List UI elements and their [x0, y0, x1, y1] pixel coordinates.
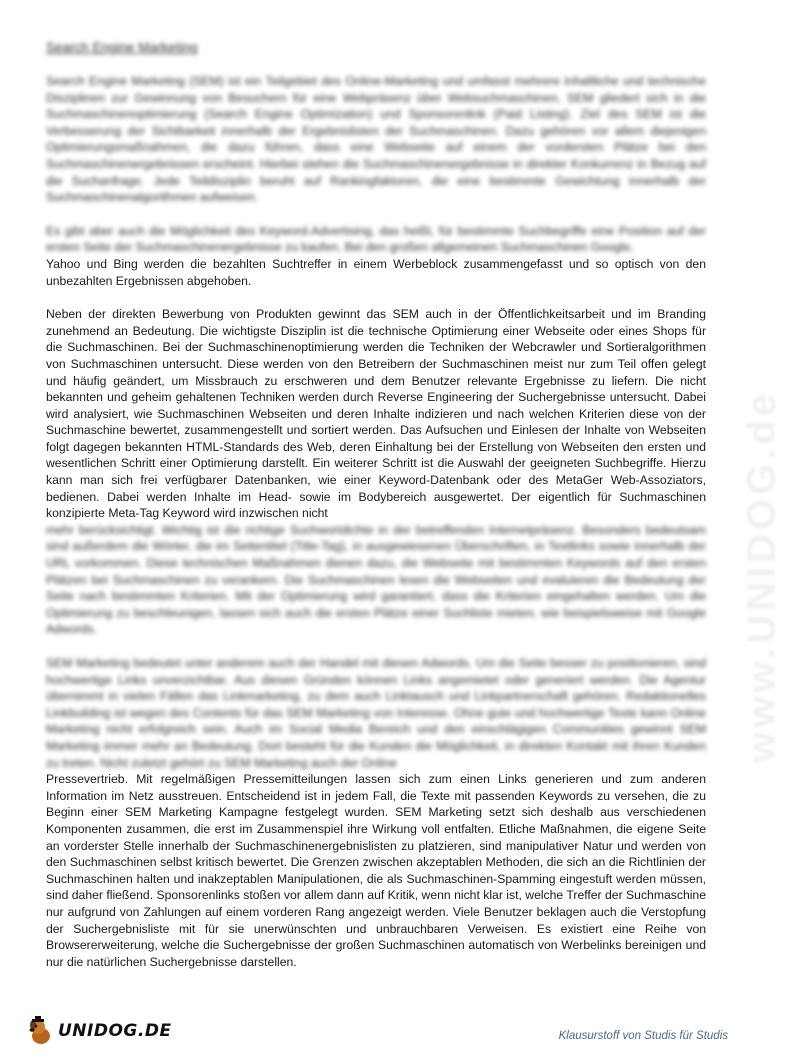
document-page [46, 40, 706, 970]
footer-slogan: Klausurstoff von Studis für Studis [558, 1030, 728, 1042]
watermark: www.UNIDOG.de [740, 390, 784, 763]
unidog-logo [28, 1016, 172, 1046]
paragraph-3-clear: Neben der direkten Bewerbung von Produkten gewinnt das SEM auch in der Öffentlichkeitsarbeit und im Branding zunehmend an Bedeutung. Die wichtigste Disziplin ist die technische Optimierung einer Webseite oder eines Shops für die Suchmaschinen. Bei der Suchmaschinenoptimierung werden die Techniken der Webcrawler und Sortieralgorithmen von Suchmaschinen untersucht. Diese werden von den Betreibern der Suchmaschinen meist nur zum Teil offen gelegt und häufig geändert, um Missbrauch zu erschweren und dem Benutzer relevante Ergebnisse zu liefern. Die nicht bekannten und geheim gehaltenen Techniken werden durch Reverse Engineering der Suchergebnisse untersucht. Dabei wird analysiert, wie Suchmaschinen Webseiten und deren Inhalte indizieren und nach welchen Kriterien diese von der Suchmaschine bewertet, zusammengestellt und sortiert werden. Das Aufsuchen und Einlesen der Inhalte von Webseiten folgt dagegen bekannten HTML-Standards des Web, deren Einhaltung bei der Erstellung von Webseiten den ersten und wesentlichen Schritt einer Optimierung darstellt. Ein weiterer Schritt ist die Auswahl der geeigneten Suchbegriffe. Hierzu kann man sich frei verfügbarer Datenbanken, wie einer Keyword-Datenbank oder des MetaGer Web-Assoziators, bedienen. Dabei werden Inhalte im Head- sowie im Bodybereich ausgewertet. Der eigentlich für Suchmaschinen konzipierte Meta-Tag Keyword wird inzwischen nicht [46, 307, 706, 521]
paragraph-2-clear: Yahoo und Bing werden die bezahlten Suchtreffer in einem Werbeblock zusammengefasst und so optisch von den unbezahlten Ergebnissen abgehoben. [46, 256, 706, 288]
logo-text: UNIDOG.DE [58, 1021, 172, 1041]
paragraph-3-blurred: mehr berücksichtigt. Wichtig ist die richtige Suchwortdichte in der betreffenden Internetpräsenz. Besonders bedeutsam sind außerdem die Wörter, die im Seitentitel (Title-Tag), in ausgewiesenen Überschriften, in Textlinks sowie innerhalb der URL vorkommen. Diese technischen Maßnahmen dienen dazu, die Webseite mit bestimmten Keywords auf den ersten Plätzen bei Suchmaschinen zu verankern. Die Suchmaschinen lesen die Webseiten und evaluieren die Bedeutung der Seite nach bestimmten Kriterien. Mit der Optimierung wird garantiert, dass die Kriterien eingehalten werden. Um die Optimierung zu beschleunigen, lassen sich auch die ersten Plätze einer Suchliste mieten, wie beispielsweise mit Google Adwords. [46, 522, 706, 637]
paragraph-2-blurred: Es gibt aber auch die Möglichkeit des Keyword-Advertising, das heißt, für bestimmte Suchbegriffe eine Position auf der ersten Seite der Suchmaschinenergebnisse zu kaufen. Bei den großen allgemeinen Suchmaschinen Google, [46, 223, 706, 255]
paragraph-4-blurred: SEM Marketing bedeutet unter anderem auch der Handel mit diesen Adwords. Um die Seite besser zu positionieren, sind hochwertige Links unverzichtbar. Aus diesen Gründen können Links angemietet oder generiert werden. Die Agentur übernimmt in vielen Fällen das Linkmarketing, zu dem auch Linktausch und Linkpartnerschaft gehören. Redaktionelles Linkbuilding ist wegen des Contents für das SEM Marketing von Interesse. Ohne gute und hochwertige Texte kann Online Marketing nicht erfolgreich sein. Auch im Social Media Bereich und den einschlägigen Communities gewinnt SEM Marketing immer mehr an Bedeutung. Dort besteht für die Kunden die Möglichkeit, in direkten Kontakt mit ihren Kunden zu treten. Nicht zuletzt gehört zu SEM Marketing auch der Online [46, 656, 706, 770]
document-title: Search Engine Marketing [46, 40, 198, 55]
page-footer [0, 1012, 750, 1060]
dog-icon [28, 1016, 54, 1046]
paragraph-1: Search Engine Marketing (SEM) ist ein Teilgebiet des Online-Marketing und umfasst mehrere inhaltliche und technische Disziplinen zur Gewinnung von Besuchern für eine Webpräsenz über Websuchmaschinen. SEM gliedert sich in die Suchmaschinenoptimierung (Search Engine Optimization) und Sponsorenlink (Paid Listing). Ziel des SEM ist die Verbesserung der Sichtbarkeit innerhalb der Ergebnislisten der Suchmaschinen. Dazu gehören vor allem diejenigen Optimierungsmaßnahmen, die dazu führen, dass eine Webseite auf einem der vordersten Plätze bei den Suchmaschinenergebnissen erscheint. Hierbei stehen die Suchmaschinenergebnisse in direkter Konkurrenz in Bezug auf die Suchanfrage. Jede Teildisziplin beruht auf Rankingfaktoren, die eine bestimmte Gewichtung innerhalb der Suchmaschinenalgorithmen aufweisen. [46, 74, 706, 205]
paragraph-4-clear: Pressevertrieb. Mit regelmäßigen Pressemitteilungen lassen sich zum einen Links generieren und zum anderen Information im Netz ausstreuen. Entscheidend ist in jedem Fall, die Texte mit passenden Keywords zu versehen, die zu Beginn einer SEM Marketing Kampagne festgelegt wurden. SEM Marketing setzt sich deshalb aus verschiedenen Komponenten zusammen, die erst im Zusammenspiel ihre Wirkung voll entfalten. Etliche Maßnahmen, die eigene Seite an vorderster Stelle innerhalb der Suchmaschinenergebnislisten zu platzieren, sind manipulativer Natur und werden von den Suchmaschinen selbst kritisch bewertet. Die Grenzen zwischen akzeptablen Methoden, die sich an die Richtlinien der Suchmaschinen halten und inakzeptablen Manipulationen, die als Suchmaschinen-Spamming eingestuft werden müssen, sind daher fließend. Sponsorenlinks stoßen vor allem dann auf Kritik, wenn nicht klar ist, welche Treffer der Suchmaschine nur aufgrund von Zahlungen auf einem vorderen Rang angezeigt werden. Viele Benutzer beklagen auch die Verstopfung der Suchergebnisliste mit für sie unerwünschten und unbrauchbaren Verweisen. Es existiert eine Reihe von Browsererweiterung, welche die Suchergebnisse der großen Suchmaschinen automatisch von Werbelinks bereinigen und nur die natürlichen Suchergebnisse darstellen. [46, 772, 706, 969]
